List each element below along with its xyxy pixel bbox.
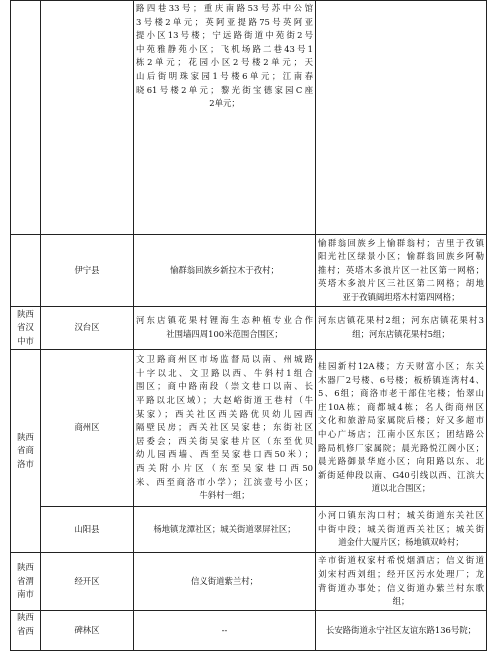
text-line: -- [221,624,228,635]
text-line: 居委会；西关街吴家巷片区（东至优贝 [136,435,313,446]
medium-risk-area-cell [134,235,316,307]
county-cell: 汉台区 [41,307,134,350]
text-line: 文化和旅游局家属院后楼；好又多超市 [318,415,484,426]
medium-risk-area-cell [134,350,316,507]
text-line: 隔壁民房；西关社区吴家巷；东街社区 [136,422,313,433]
text-line: 愉群翁回族乡新拉木于孜村； [170,264,279,275]
text-line: 幼儿园西墙、西至吴家巷口西50米）； [136,449,313,460]
text-line: 小河口镇东沟口村；城关街道东关社区 [318,510,484,521]
text-line: 栋2单元；花园小区2号楼2单元；天 [136,57,313,68]
county-cell [41,1,134,235]
risk-area-table [10,0,487,651]
text-line: 杨地镇龙潭社区；城关街道翠屏社区； [153,523,296,534]
table-row [11,507,487,553]
province-cell: 陕西省商洛市 [11,350,41,553]
province-cell: 陕西省汉中市 [11,307,41,350]
text-line: 刘宋村西刘组；经开区污水处理厂；龙 [318,568,484,579]
text-line: 推村；英塔木多浪片区一社区第一网格； [318,264,484,275]
province-cell [11,235,41,307]
medium-risk-area-cell [134,553,316,611]
province-cell: 陕西省渭南市 [11,553,41,611]
text-line: 辛市街道权家村希悦烟酒店；信义街道 [318,555,484,566]
text-line: 河东店镇花果村锂海生态种植专业合作 [136,315,313,326]
text-line: 阳光社区绿景小区；愉群翁回族乡阿勒 [318,251,484,262]
text-line: 米、西至商洛市小学）；江滨壹号小区； [136,476,313,487]
medium-risk-area-cell [134,611,316,651]
medium-risk-area-cell [134,1,316,235]
table-row [11,1,487,235]
county-cell: 商州区 [41,350,134,507]
text-line: 背街道办事处；信义街道办紫兰村东歌 [318,582,484,593]
text-line: 新街延伸段以南、G40引线以西、江滨大 [318,469,484,480]
text-line: 愉群翁回族乡上愉群翁村；吉里于孜镇 [318,237,484,248]
county-cell: 经开区 [41,553,134,611]
text-line: 英塔木多浪片区三社区第二网格；胡地 [318,278,484,289]
text-line: 长安路街道永宁社区友谊东路136号院； [326,624,476,635]
text-line: 十字以北、文卫路以西、牛斜村1组合 [136,367,313,378]
table-row [11,611,487,651]
low-risk-area-cell [316,307,487,350]
low-risk-area-cell [316,611,487,651]
text-line: 木器厂2号楼、6号楼；板桥镇连湾村4、 [318,374,484,385]
text-line: 围区；商中路南段（崇文巷口以南、长 [136,381,313,392]
text-line: 亚于孜镇阔坦塔木村第四网格； [342,291,460,302]
low-risk-area-cell [316,507,487,553]
text-line: 路四巷33号；重庆南路53号苏中公馆 [136,3,313,13]
text-line: 平路以北区域）；大赵峪街道王巷村（牛 [136,395,313,406]
text-line: 中心广场店；江南小区东区；团结路公 [318,429,484,439]
text-line: 桂园新村12A楼；方天财富小区；东关 [318,361,484,372]
text-line: 3号楼2单元；英阿亚提路75号英阿亚 [136,16,313,27]
low-risk-area-cell [316,1,487,235]
table-row [11,235,487,307]
table-row [11,350,487,507]
text-line: 晨光路御景华庭小区；向阳路以东、北 [318,456,484,467]
table-row [11,307,487,350]
text-line: 5、6组；商洛市老干部住宅楼；怡翠山 [318,388,484,399]
text-line: 道以北合围区； [371,483,431,494]
text-line: 某家）；西关社区西关路优贝幼儿园西 [136,408,313,419]
low-risk-area-cell [316,553,487,611]
text-line: 山后街明珠家园1号楼6单元；江南春 [136,70,313,81]
text-line: 路局机修厂家属院；晨光路悦江阁小区； [318,442,484,453]
text-line: 2单元； [209,98,240,109]
province-cell: 陕西省西 [11,611,41,651]
low-risk-area-cell [316,235,487,307]
text-line: 道金什大厦片区；杨地镇双岭村； [338,537,464,548]
county-cell: 伊宁县 [41,235,134,307]
county-cell: 山阳县 [41,507,134,553]
text-line: 庄10A栋；商都城4栋；名人街商州区 [318,401,484,412]
medium-risk-area-cell [134,307,316,350]
text-line: 中苑雅静苑小区；飞机场路二巷43号1 [136,43,313,54]
text-line: 信义街道紫兰村； [191,575,258,586]
province-cell [11,1,41,235]
text-line: 文卫路商州区市场监督局以南、州城路 [136,354,313,365]
text-line: 社围墙四周100米范围合围区； [166,329,283,339]
text-line: 晓61号楼2单元；黎光街宝德家园C座 [136,84,313,95]
text-line: 牛斜村一组； [199,490,250,501]
text-line: 组； [392,596,410,607]
text-line: 中街中段；城关街道西关社区；城关街 [318,523,484,534]
medium-risk-area-cell [134,507,316,553]
table-row [11,553,487,611]
text-line: 河东店镇花果村2组；河东店镇花果村3 [318,315,484,326]
low-risk-area-cell [316,350,487,507]
text-line: 组；河东店镇花果村5组； [352,329,450,339]
text-line: 西关附小片区（东至吴家巷口西50 [136,462,313,473]
county-cell: 碑林区 [41,611,134,651]
text-line: 提小区13号楼；宁远路街道中苑街2号 [136,30,313,41]
